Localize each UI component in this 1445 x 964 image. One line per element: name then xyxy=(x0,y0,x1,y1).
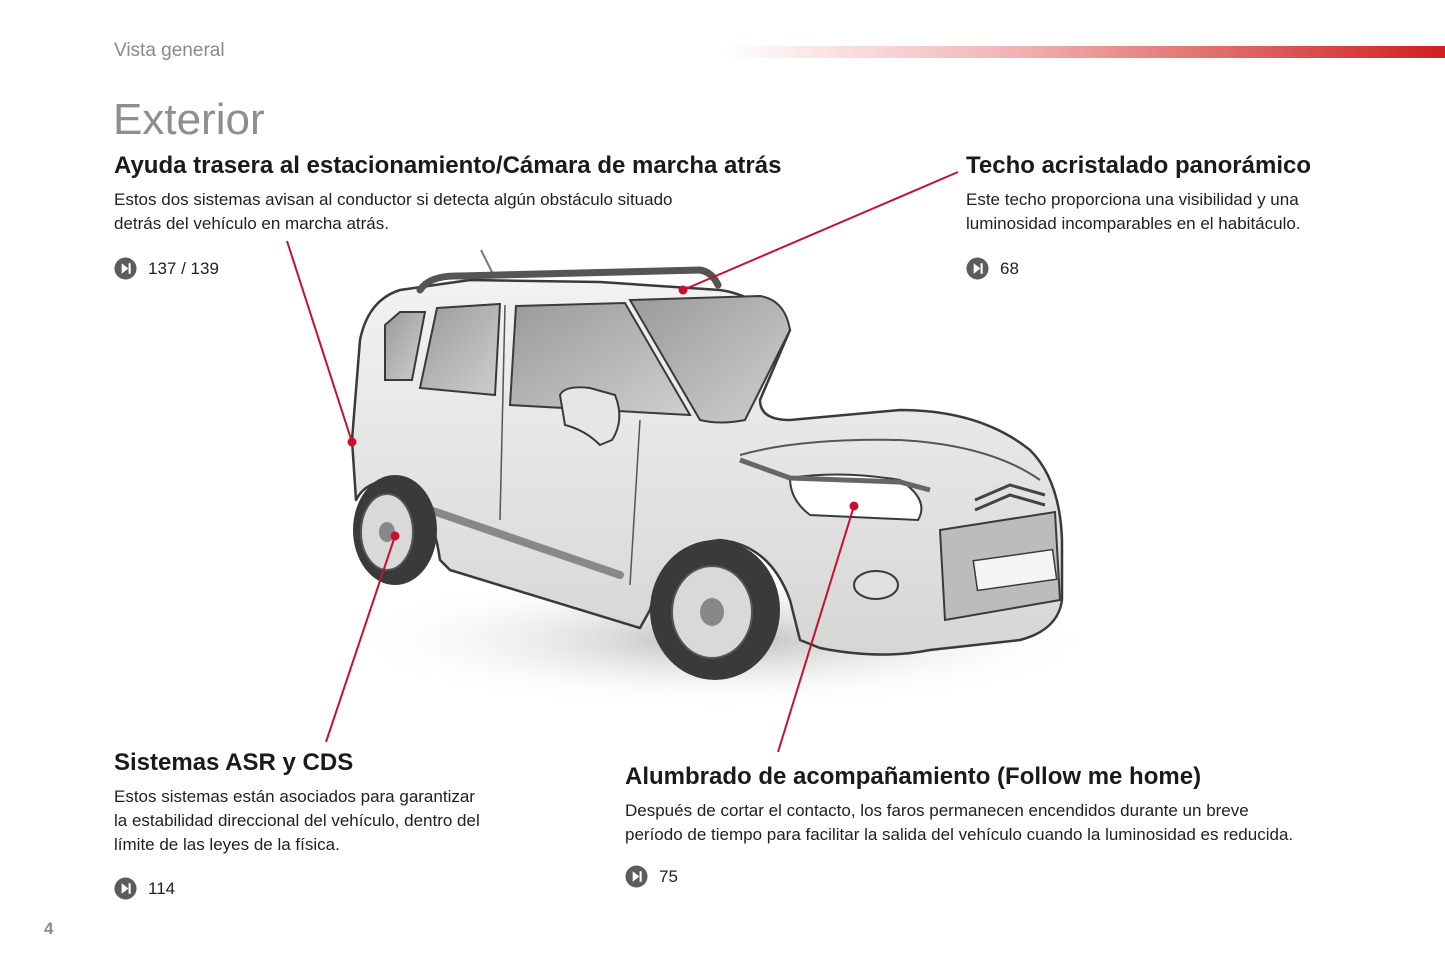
ref-follow-me-home-pages: 75 xyxy=(659,866,678,886)
block-rear-parking xyxy=(114,152,782,280)
page-reference-icon xyxy=(114,877,137,900)
heading-follow-me-home: Alumbrado de acompañamiento (Follow me home) xyxy=(625,763,1202,790)
text-panoramic-roof-2: luminosidad incomparables en el habitáculo. xyxy=(966,214,1301,233)
rear-wheel xyxy=(353,475,437,585)
ref-panoramic-roof-pages: 68 xyxy=(1000,258,1019,278)
text-follow-me-home-1: Después de cortar el contacto, los faros permanecen encendidos durante un breve xyxy=(625,801,1249,820)
section-label: Vista general xyxy=(114,40,225,61)
text-asr-cds-2: la estabilidad direccional del vehículo, dentro del xyxy=(114,811,480,830)
ref-panoramic-roof[interactable] xyxy=(966,257,1386,280)
callout-dot-rear-parking xyxy=(348,438,357,447)
ref-asr-cds[interactable] xyxy=(114,877,534,900)
ref-rear-parking-pages: 137 / 139 xyxy=(148,258,219,278)
heading-asr-cds: Sistemas ASR y CDS xyxy=(114,749,354,776)
text-asr-cds-1: Estos sistemas están asociados para garantizar xyxy=(114,787,475,806)
page-reference-icon xyxy=(966,257,989,280)
heading-panoramic-roof: Techo acristalado panorámico xyxy=(966,152,1311,179)
ref-rear-parking[interactable] xyxy=(114,257,774,280)
text-rear-parking-2: detrás del vehículo en marcha atrás. xyxy=(114,214,389,233)
page-number: 4 xyxy=(44,919,54,938)
block-asr-cds xyxy=(114,749,534,900)
heading-rear-parking: Ayuda trasera al estacionamiento/Cámara de marcha atrás xyxy=(114,152,782,179)
callout-dot-asr xyxy=(391,532,400,541)
block-follow-me-home xyxy=(625,763,1405,888)
callout-dot-follow-me xyxy=(850,502,859,511)
text-follow-me-home-2: período de tiempo para facilitar la salida del vehículo cuando la luminosidad es reducida. xyxy=(625,825,1294,844)
ref-asr-cds-pages: 114 xyxy=(148,878,176,898)
block-panoramic-roof xyxy=(966,152,1386,280)
callout-dot-roof xyxy=(679,286,688,295)
fog-light xyxy=(854,571,898,599)
text-asr-cds-3: límite de las leyes de la física. xyxy=(114,835,340,854)
front-wheel xyxy=(650,540,780,680)
page-title: Exterior xyxy=(113,95,265,144)
text-panoramic-roof-1: Este techo proporciona una visibilidad y una xyxy=(966,190,1299,209)
page-reference-icon xyxy=(114,257,137,280)
text-rear-parking-1: Estos dos sistemas avisan al conductor si detecta algún obstáculo situado xyxy=(114,190,673,209)
page-reference-icon xyxy=(625,865,648,888)
ref-follow-me-home[interactable] xyxy=(625,865,1405,888)
